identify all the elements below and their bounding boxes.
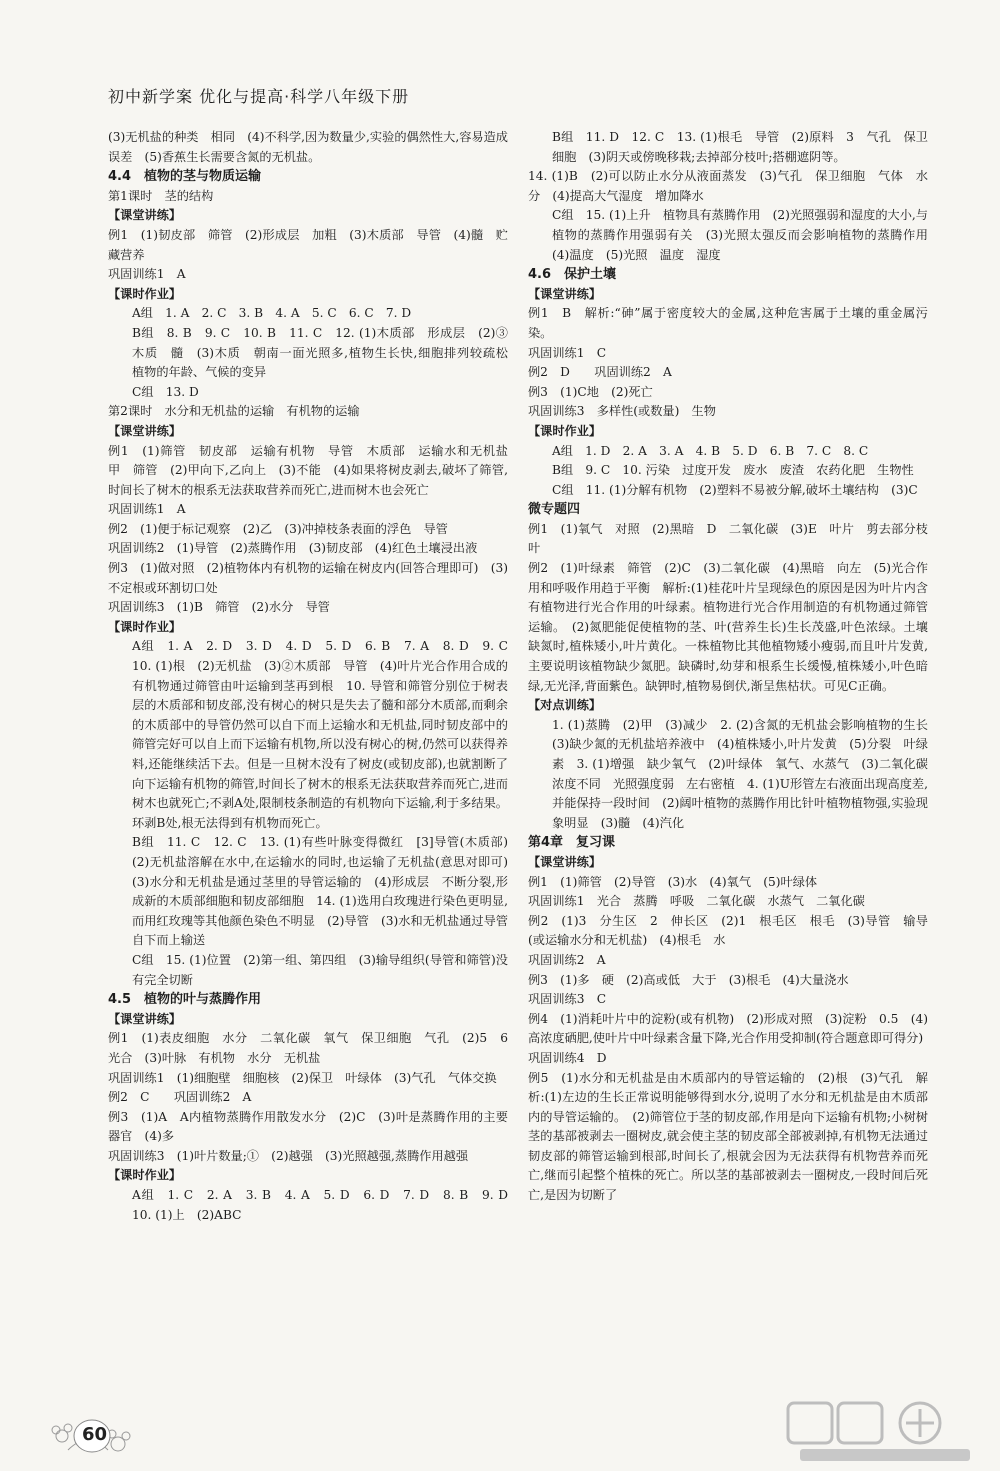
answer-line: 巩固训练1 A — [108, 267, 186, 282]
answer-line: 巩固训练2 A — [528, 952, 606, 967]
bracket-heading: 【课堂讲练】 — [108, 208, 182, 223]
answer-line: 例3 (1)C地 (2)死亡 — [528, 384, 653, 399]
answer-line: 例1 (1)氧气 对照 (2)黑暗 D 二氧化碳 (3)E 叶片 剪去部分枝叶 — [528, 521, 928, 556]
section-title: 4.6 保护土壤 — [528, 267, 617, 283]
answer-group: C组 15. (1)上升 植物具有蒸腾作用 (2)光照强弱和湿度的大小,与植物的蒸腾作用强弱有关 (3)光照太强反而会影响植物的蒸腾作用 (4)温度 (5)光照 温度 湿度 — [552, 208, 941, 262]
answer-line: 例3 (1)做对照 (2)植物体内有机物的运输在树皮内(回答合理即可) (3)不定根或环割切口处 — [108, 561, 508, 595]
lesson-title: 第1课时 茎的结构 — [108, 188, 214, 203]
answer-line: 14. (1)B (2)可以防止水分从液面蒸发 (3)气孔 保卫细胞 气体 水分 (4)提高大气湿度 增加降水 — [528, 169, 928, 203]
answer-line: 巩固训练4 D — [528, 1050, 607, 1065]
answer-line: (3)无机盐的种类 相同 (4)不科学,因为数量少,实验的偶然性大,容易造成误差 (5)香蕉生长需要含氮的无机盐。 — [108, 130, 508, 164]
answer-line: 例2 C 巩固训练2 A — [108, 1090, 252, 1105]
watermark-logo — [780, 1395, 990, 1465]
answer-line: 巩固训练1 C — [528, 345, 607, 360]
answer-line: 例2 (1)便于标记观察 (2)乙 (3)冲掉枝条表面的浮色 导管 — [108, 521, 448, 536]
lesson-title: 第2课时 水分和无机盐的运输 有机物的运输 — [108, 404, 360, 419]
answer-group: 1. (1)蒸腾 (2)甲 (3)减少 2. (2)含氮的无机盐会影响植物的生长 (3)缺少氮的无机盐培养液中 (4)植株矮小,叶片发黄 (5)分裂 叶绿素 3. (1)增强 缺少氧气 (2)叶绿体 氧气、水蒸气 (3)二氧化碳浓度不同 光照强度弱 左右密植 4. (1)U形管左右液面出现高度差,并能保持一段时间 (2)阔叶植物的蒸腾作用比针叶植物植物强,实验现象明显 (3)髓 (4)汽化 — [552, 717, 941, 830]
answer-group: A组 1. A 2. C 3. B 4. A 5. C 6. C 7. D — [132, 306, 412, 321]
section-title: 4.4 植物的茎与物质运输 — [108, 169, 262, 185]
answer-line: 巩固训练3 C — [528, 992, 607, 1007]
answer-line: 巩固训练3 多样性(或数量) 生物 — [528, 404, 716, 419]
answer-line: 例5 (1)水分和无机盐是由木质部内的导管运输的 (2)根 (3)气孔 解析:(1)左边的生长正常说明能够得到水分,说明了水分和无机盐是由木质部内的导管运输的。 (2)筛管位于茎的韧皮部,作用是向下运输有机物;小树树茎的基部被剥去一圈树皮,就会使主茎的韧皮部全部被剥掉,有机物无法通过韧皮部的筛管运输到根部,时间长了,根就会因为无法获得有机物营养而死亡,继而引起整个植株的死亡。所以茎的基部被剥去一圈树皮,一段时间后死亡,是因为切断了 — [528, 1070, 928, 1203]
section-title: 微专题四 — [528, 502, 581, 518]
left-column — [108, 128, 521, 1225]
bracket-heading: 【课堂讲练】 — [108, 423, 182, 438]
right-column — [528, 128, 941, 1206]
answer-line: 例1 (1)筛管 韧皮部 运输有机物 导管 木质部 运输水和无机盐 甲 筛管 (2)甲向下,乙向上 (3)不能 (4)如果将树皮剥去,破坏了筛管,时间长了树木的根系无法获取营养而死亡,进而树木也会死亡 — [108, 443, 521, 497]
answer-group: B组 9. C 10. 污染 过度开发 废水 废渣 农药化肥 生物性 — [552, 463, 914, 478]
answer-line: 巩固训练1 A — [108, 502, 186, 517]
answer-line: 例1 (1)韧皮部 筛管 (2)形成层 加粗 (3)木质部 导管 (4)髓 贮藏营养 — [108, 227, 508, 262]
page-number-badge — [48, 1400, 148, 1460]
bracket-heading: 【课堂讲练】 — [108, 1011, 182, 1026]
answer-group: B组 8. B 9. C 10. B 11. C 12. (1)木质部 形成层 (2)③ 木质 髓 (3)木质 朝南一面光照多,植物生长快,细胞排列较疏松 植物的年龄、气候的变异 — [132, 325, 521, 380]
answer-group: A组 1. A 2. D 3. D 4. D 5. D 6. B 7. A 8. D 9. C 10. (1)根 (2)无机盐 (3)②木质部 导管 (4)叶片光合作用合成的有机物通过筛管由叶运输到茎再到根 10. 导管和筛管分别位于树表层的木质部和韧皮部,没有树心的树只是失去了髓和部分木质部,而剩余的木质部中的导管仍然可以自下而上运输水和无机盐,同时韧皮部中的筛管完好可以自上而下运输有机物,所以没有树心的树,仍然可以获得养料,还能继续活下去。但是一旦树木没有了树皮(或韧皮部),也就割断了向下运输有机物的筛管,时间长了树木的根系无法获取营养而死亡,进而树木也就死亡;不剥A处,限制枝条制造的有机物向下运输,利于多结果。环剥B处,根无法得到有机物而死亡。 — [132, 639, 521, 830]
watermark-logo-icon — [780, 1395, 990, 1465]
answer-line: 例4 (1)消耗叶片中的淀粉(或有机物) (2)形成对照 (3)淀粉 0.5 (4)高浓度硒肥,使叶片中叶绿素含量下降,光合作用受抑制(符合题意即可得分) — [528, 1011, 928, 1046]
answer-line: 例3 (1)多 硬 (2)高或低 大于 (3)根毛 (4)大量浇水 — [528, 972, 849, 987]
answer-line: 例1 (1)筛管 (2)导管 (3)水 (4)氧气 (5)叶绿体 — [528, 874, 818, 889]
answer-group: B组 11. D 12. C 13. (1)根毛 导管 (2)原料 3 气孔 保卫细胞 (3)阴天或傍晚移栽;去掉部分枝叶;搭棚遮阴等。 — [552, 130, 928, 164]
answer-line: 例1 B 解析:“砷”属于密度较大的金属,这种危害属于土壤的重金属污染。 — [528, 306, 928, 340]
answer-group: A组 1. C 2. A 3. B 4. A 5. D 6. D 7. D 8. B 9. D 10. (1)上 (2)ABC — [132, 1188, 521, 1222]
page-header: 初中新学案 优化与提高·科学八年级下册 — [108, 87, 410, 106]
answer-line: 巩固训练1 光合 蒸腾 呼吸 二氧化碳 水蒸气 二氧化碳 — [528, 894, 865, 909]
answer-line: 例2 D 巩固训练2 A — [528, 365, 672, 380]
answer-group: C组 15. (1)位置 (2)第一组、第四组 (3)输导组织(导管和筛管)没有完全切断 — [132, 952, 508, 987]
answer-line: 例2 (1)3 分生区 2 伸长区 (2)1 根毛区 根毛 (3)导管 输导(或运输水分和无机盐) (4)根毛 水 — [528, 913, 928, 948]
bracket-heading: 【课堂讲练】 — [528, 286, 602, 301]
bracket-heading: 【课时作业】 — [108, 1168, 182, 1183]
answer-line: 例3 (1)A A内植物蒸腾作用散发水分 (2)C (3)叶是蒸腾作用的主要器官 (4)多 — [108, 1109, 508, 1144]
answer-line: 例1 (1)表皮细胞 水分 二氧化碳 氧气 保卫细胞 气孔 (2)5 6 光合 (3)叶脉 有机物 水分 无机盐 — [108, 1031, 521, 1065]
page-number: 60 — [82, 1424, 108, 1445]
answer-group: B组 11. C 12. C 13. (1)有些叶脉变得微红 [3]导管(木质部) (2)无机盐溶解在水中,在运输水的同时,也运输了无机盐(意思对即可) (3)水分和无机盐是通过茎里的导管运输的 (4)形成层 不断分裂,形成新的木质部细胞和韧皮部细胞 14. (1)选用白玫瑰进行染色更明显,而用红玫瑰等其他颜色染色不明显 (2)导管 (3)水和无机盐通过导管自下而上输送 — [132, 835, 521, 948]
answer-line: 例2 (1)叶绿素 筛管 (2)C (3)二氧化碳 (4)黑暗 向左 (5)光合作用和呼吸作用趋于平衡 解析:(1)桂花叶片呈现绿色的原因是因为叶片内含有植物进行光合作用的叶绿素。植物进行光合作用制造的有机物通过筛管运输。 (2)氮肥能促使植物的茎、叶(营养生长)生长茂盛,叶色浓绿。土壤缺氮时,植株矮小,叶片黄化。一株植物比其他植物矮小瘦弱,而且叶片发黄,主要说明该植物缺少氮肥。缺磷时,幼芽和根系生长缓慢,植株矮小,叶色暗绿,无光泽,背面紫色。缺钾时,植物易倒伏,渐呈焦枯状。可见C正确。 — [528, 561, 928, 693]
bracket-heading: 【课堂讲练】 — [528, 854, 602, 869]
section-title: 4.5 植物的叶与蒸腾作用 — [108, 992, 262, 1008]
answer-group: C组 11. (1)分解有机物 (2)塑料不易被分解,破坏土壤结构 (3)C — [552, 482, 918, 497]
bracket-heading: 【课时作业】 — [108, 286, 182, 301]
bracket-heading: 【对点训练】 — [528, 698, 602, 713]
answer-group: A组 1. D 2. A 3. A 4. B 5. D 6. B 7. C 8. C — [552, 443, 869, 458]
answer-line: 巩固训练3 (1)B 筛管 (2)水分 导管 — [108, 600, 330, 615]
answer-line: 巩固训练1 (1)细胞壁 细胞核 (2)保卫 叶绿体 (3)气孔 气体交换 — [108, 1070, 497, 1085]
answer-group: C组 13. D — [132, 384, 199, 399]
section-title: 第4章 复习课 — [528, 835, 616, 851]
answer-line: 巩固训练2 (1)导管 (2)蒸腾作用 (3)韧皮部 (4)红色土壤浸出液 — [108, 541, 478, 556]
bracket-heading: 【课时作业】 — [528, 423, 602, 438]
answer-line: 巩固训练3 (1)叶片数量;① (2)越强 (3)光照越强,蒸腾作用越强 — [108, 1148, 469, 1163]
bracket-heading: 【课时作业】 — [108, 619, 182, 634]
